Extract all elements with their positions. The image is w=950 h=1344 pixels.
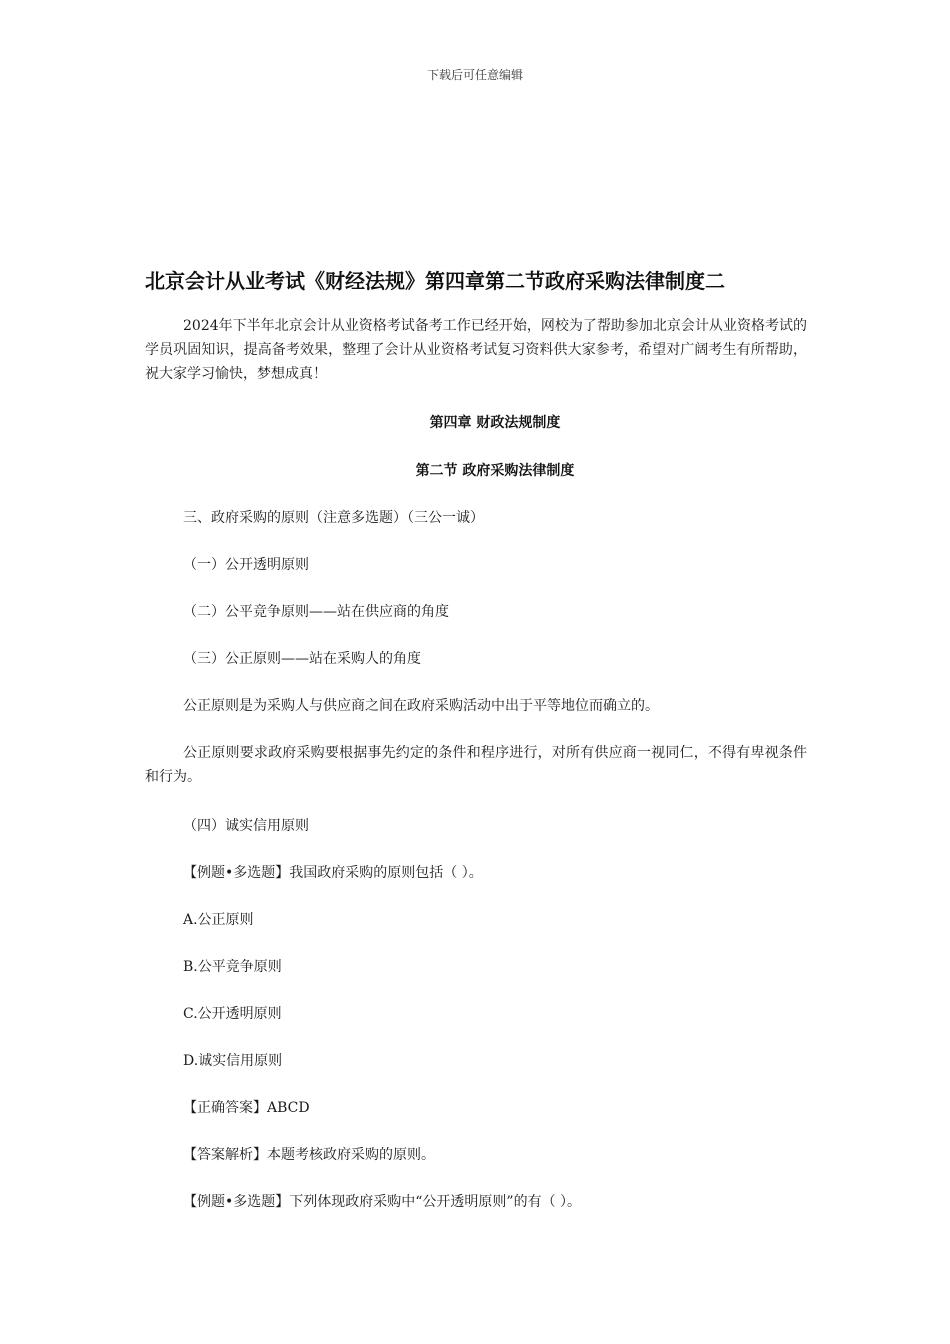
option-c: C.公开透明原则 (183, 1006, 282, 1022)
example-question-2: 【例题•多选题】下列体现政府采购中“公开透明原则”的有（ ）。 (183, 1194, 582, 1210)
option-a: A.公正原则 (183, 912, 254, 928)
chapter-heading: 第四章 财政法规制度 (429, 415, 561, 431)
fairness-note-1: 公正原则是为采购人与供应商之间在政府采购活动中出于平等地位而确立的。 (183, 698, 659, 714)
answer-analysis: 【答案解析】本题考核政府采购的原则。 (183, 1147, 435, 1163)
section-heading: 第二节 政府采购法律制度 (415, 463, 575, 479)
header-note: 下载后可任意编辑 (426, 68, 523, 82)
principle-item-2: （二）公平竞争原则——站在供应商的角度 (183, 604, 449, 620)
intro-paragraph: 2024年下半年北京会计从业资格考试备考工作已经开始，网校为了帮助参加北京会计从业资格考试的学员巩固知识，提高备考效果，整理了会计从业资格考试复习资料供大家参考，希望对广阔考生有所帮助，祝大家学习愉快，梦想成真！ (145, 318, 807, 382)
document-title: 北京会计从业考试《财经法规》第四章第二节政府采购法律制度二 (145, 269, 725, 293)
option-b: B.公平竞争原则 (183, 959, 282, 975)
option-d: D.诚实信用原则 (183, 1053, 283, 1069)
fairness-note-2: 公正原则要求政府采购要根据事先约定的条件和程序进行，对所有供应商一视同仁，不得有卑视条件和行为。 (145, 745, 807, 785)
principle-item-3: （三）公正原则——站在采购人的角度 (183, 651, 421, 667)
principle-item-4: （四）诚实信用原则 (183, 818, 309, 834)
correct-answer: 【正确答案】ABCD (183, 1100, 310, 1116)
principle-item-1: （一）公开透明原则 (183, 557, 309, 573)
example-question-1: 【例题•多选题】我国政府采购的原则包括（ ）。 (183, 865, 483, 881)
principles-heading: 三、政府采购的原则（注意多选题）（三公一诚） (183, 510, 484, 526)
